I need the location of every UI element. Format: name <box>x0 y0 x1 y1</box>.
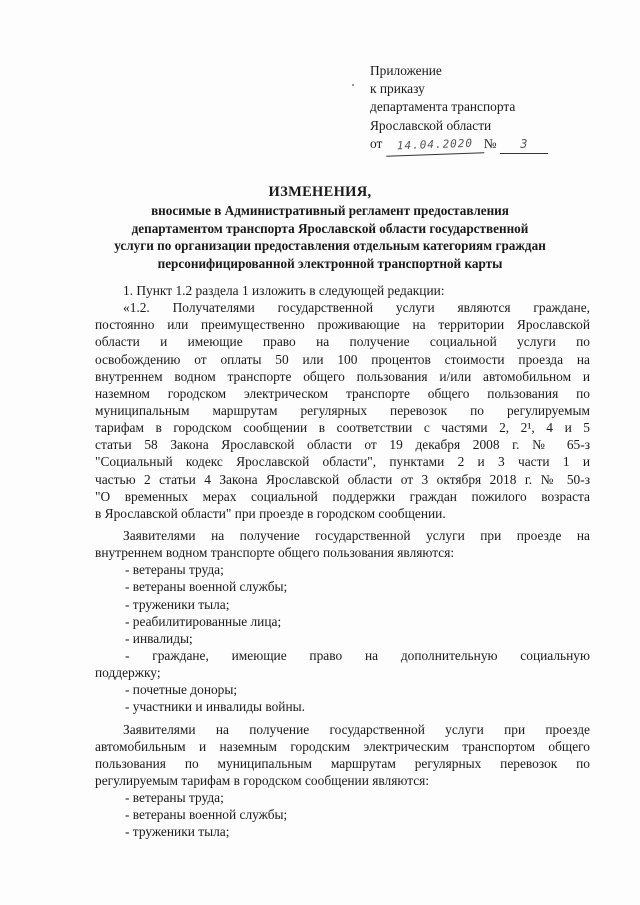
paragraph-line: освобождению от оплаты 50 или 100 процентов стоимости проезда на <box>95 351 590 367</box>
subtitle-line: вносимые в Административный регламент предоставления <box>151 203 509 218</box>
appendix-line: Ярославской области <box>370 117 492 133</box>
paragraph-line: области и имеющие право на получение социальной услуги по <box>95 334 590 350</box>
document-body <box>95 282 590 841</box>
paragraph-line: наземном городском электрическом транспорте общего пользования по <box>95 385 590 401</box>
order-date-line <box>370 135 610 155</box>
paragraph-line: регулируемым тарифам в городском сообщении являются: <box>95 772 430 788</box>
appendix-line: департамента транспорта <box>370 99 516 115</box>
paragraph-line: внутреннем водном транспорте общего пользования являются: <box>95 545 455 561</box>
paragraph-line: в Ярославской области" при проезде в городском сообщении. <box>95 505 446 521</box>
list-item: - граждане, имеющие право на дополнительную социальную <box>125 647 590 663</box>
list-item: - реабилитированные лица; <box>125 613 282 629</box>
handwritten-date: 14.04.2020 <box>385 134 484 157</box>
list-item: - труженики тыла; <box>125 824 230 840</box>
appendix-line: Приложение <box>370 63 442 78</box>
list-item: поддержку; <box>95 665 161 681</box>
list-item: - ветераны труда; <box>125 790 224 806</box>
document-title: ИЗМЕНЕНИЯ, <box>268 184 372 200</box>
list-item: - труженики тыла; <box>125 596 230 612</box>
paragraph-line: статьи 58 Закона Ярославской области от 19 декабря 2008 г. № 65-з <box>95 437 590 453</box>
list-item: - ветераны военной службы; <box>125 579 288 595</box>
paragraph-line: внутреннем водном транспорте общего пользования и/или автомобильном и <box>95 368 590 384</box>
list-item: - участники и инвалиды войны. <box>125 699 305 715</box>
paragraph-line: "Социальный кодекс Ярославской области", пунктами 2 и 3 части 1 и <box>95 454 590 470</box>
paragraph-line: автомобильным и наземным городским электрическим транспортом общего <box>95 738 590 754</box>
list-item: - ветераны военной службы; <box>125 807 288 823</box>
paragraph-line: пользования по муниципальным маршрутам регулярных перевозок по <box>95 755 590 771</box>
list-item: - почетные доноры; <box>125 682 238 698</box>
paragraph-line: постоянно или преимущественно проживающие на территории Ярославской <box>95 317 590 333</box>
subtitle-line: услуги по организации предоставления отдельным категориям граждан <box>114 238 546 254</box>
number-prefix: № <box>483 135 497 151</box>
subtitle-line: персонифицированной электронной транспортной карты <box>157 255 503 271</box>
handwritten-number: 3 <box>500 135 548 154</box>
paragraph-line: тарифам в городском сообщении в соответствии с частями 2, 2¹, 4 и 5 <box>95 420 590 436</box>
paragraph-line: "О временных мерах социальной поддержки граждан пожилого возраста <box>95 488 590 504</box>
paragraph-line: Заявителями на получение государственной услуги при проезде <box>123 721 590 737</box>
scan-speck <box>352 84 354 86</box>
paragraph-line: 1. Пункт 1.2 раздела 1 изложить в следующей редакции: <box>123 283 445 298</box>
subtitle-line: департаментом транспорта Ярославской области государственной <box>131 220 529 236</box>
appendix-line: к приказу <box>370 81 425 97</box>
list-item: - ветераны труда; <box>125 562 224 578</box>
list-item: - инвалиды; <box>125 630 193 646</box>
paragraph-line: частью 2 статьи 4 Закона Ярославской области от 3 октября 2018 г. № 50-з <box>95 471 590 487</box>
paragraph-line: муниципальным маршрутам регулярных перевозок по регулируемым <box>95 402 590 418</box>
paragraph-line: «1.2. Получателями государственной услуги являются граждане, <box>123 300 590 316</box>
date-prefix: от <box>370 135 383 151</box>
appendix-block <box>370 62 610 155</box>
document-subtitle <box>90 202 570 272</box>
paragraph-line: Заявителями на получение государственной услуги при проезде на <box>123 527 590 543</box>
